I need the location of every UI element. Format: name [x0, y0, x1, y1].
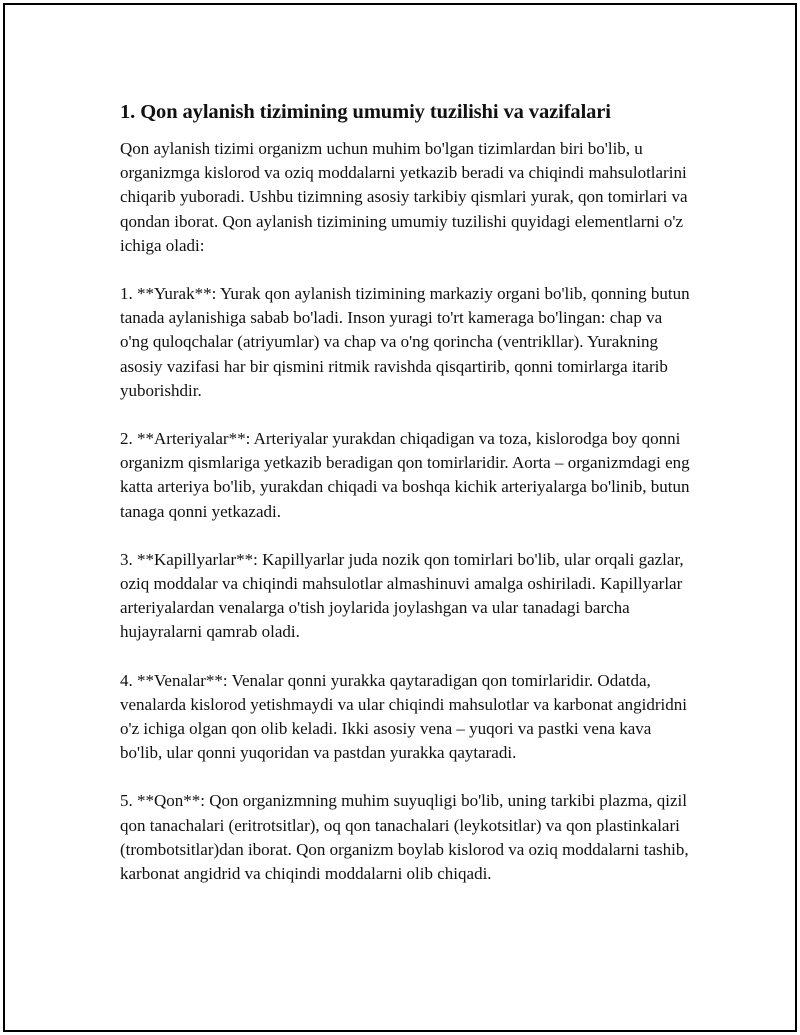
list-item-kapillyarlar: 3. **Kapillyarlar**: Kapillyarlar juda nozik qon tomirlari bo'lib, ular orqali gazlar, oziq moddalar va chiqindi mahsulotlar almashinuvi amalga oshiriladi. Kapillyarlar arteriyalardan venalarga o'tish joylarida joylashgan va ular tanadagi barcha hujayralarni qamrab oladi.	[120, 549, 684, 642]
list-item-venalar: 4. **Venalar**: Venalar qonni yurakka qaytaradigan qon tomirlaridir. Odatda, venalarda kislorod yetishmaydi va ular chiqindi mahsulotlar va karbonat angidridni o'z ichiga olgan qon olib keladi. Ikki asosiy vena – yuqori va pastki vena kava bo'lib, ular qonni yuqoridan va pastdan yurakka qaytaradi.	[120, 670, 687, 763]
document-page	[3, 3, 797, 1032]
list-item-yurak: 1. **Yurak**: Yurak qon aylanish tizimining markaziy organi bo'lib, qonning butun tanada aylanishiga sabab bo'ladi. Inson yuragi to'rt kameraga bo'lingan: chap va o'ng quloqchalar (atriyumlar) va chap va o'ng qorincha (ventrikllar). Yurakning asosiy vazifasi har bir qismini ritmik ravishda qisqartirib, qonni tomirlarga itarib yuborishdir.	[120, 284, 690, 400]
list-item-qon: 5. **Qon**: Qon organizmning muhim suyuqligi bo'lib, uning tarkibi plazma, qizil qon tanachalari (eritrotsitlar), oq qon tanachalari (leykotsitlar) va qon plastinkalari (trombotsitlar)dan iborat. Qon organizm boylab kislorod va oziq moddalarni tashib, karbonat angidrid va chiqindi moddalarni olib chiqadi.	[120, 791, 689, 884]
document-body	[120, 99, 694, 910]
document-title: 1. Qon aylanish tizimining umumiy tuzilishi va vazifalari	[120, 101, 611, 123]
list-item-arteriyalar: 2. **Arteriyalar**: Arteriyalar yurakdan chiqadigan va toza, kislorodga boy qonni organizm qismlariga yetkazib beradigan qon tomirlaridir. Aorta – organizmdagi eng katta arteriya bo'lib, yurakdan chiqadi va boshqa kichik arteriyalarga bo'linib, butun tanaga qonni yetkazadi.	[120, 429, 690, 521]
intro-paragraph: Qon aylanish tizimi organizm uchun muhim bo'lgan tizimlardan biri bo'lib, u organizmga kislorod va oziq moddalarni yetkazib beradi va chiqindi mahsulotlarini chiqarib yuboradi. Ushbu tizimning asosiy tarkibiy qismlari yurak, qon tomirlari va qondan iborat. Qon aylanish tizimining umumiy tuzilishi quyidagi elementlarni o'z ichiga oladi:	[120, 139, 688, 255]
